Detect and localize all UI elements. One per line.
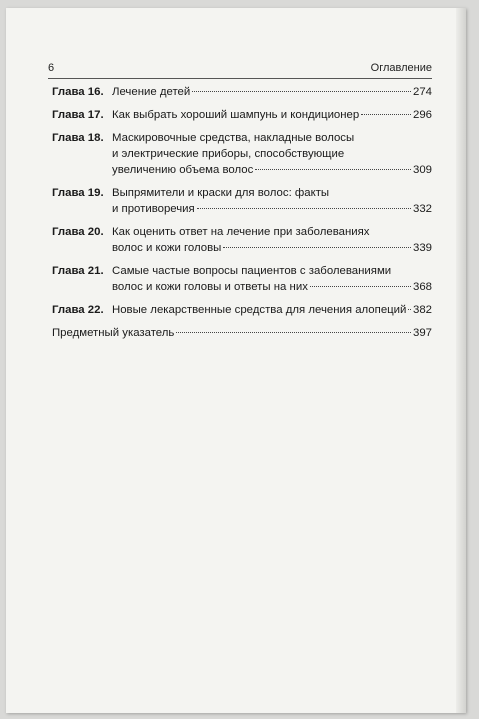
toc-title-line: Лечение детей (112, 86, 191, 98)
toc-entry[interactable] (52, 84, 432, 100)
toc-chapter-number: Глава 18. (52, 132, 104, 144)
toc-chapter-title (112, 302, 432, 318)
toc-chapter-title (112, 224, 432, 256)
toc-page-number: 309 (412, 164, 432, 176)
toc-title-line: Как оценить ответ на лечение при заболеваниях (112, 226, 370, 238)
toc-title-line: Выпрямители и краски для волос: факты (112, 187, 330, 199)
toc-chapter-number: Глава 22. (52, 304, 104, 316)
table-of-contents (52, 84, 432, 348)
toc-entry[interactable] (52, 185, 432, 217)
toc-page-number: 332 (412, 203, 432, 215)
toc-chapter-number: Глава 16. (52, 86, 104, 98)
dot-leader (192, 91, 411, 92)
toc-title-line: увеличению объема волос (112, 164, 254, 176)
toc-page-number: 296 (412, 109, 432, 121)
toc-entry-index[interactable] (52, 325, 432, 341)
toc-title-line: Как выбрать хороший шампунь и кондиционер (112, 109, 360, 121)
toc-chapter-number: Глава 20. (52, 226, 104, 238)
dot-leader (255, 169, 411, 170)
page-spine-shadow (456, 8, 466, 713)
toc-entry[interactable] (52, 263, 432, 295)
dot-leader (176, 332, 411, 333)
toc-page-number: 368 (412, 281, 432, 293)
toc-entry[interactable] (52, 302, 432, 318)
index-page-number: 397 (412, 327, 432, 339)
toc-chapter-title (112, 130, 432, 178)
toc-chapter-title (112, 263, 432, 295)
toc-title-line: и электрические приборы, способствующие (112, 148, 345, 160)
toc-chapter-number: Глава 19. (52, 187, 104, 199)
toc-page-number: 339 (412, 242, 432, 254)
toc-chapter-title (112, 107, 432, 123)
toc-title-line: волос и кожи головы (112, 242, 222, 254)
toc-title-line: Самые частые вопросы пациентов с заболеваниями (112, 265, 392, 277)
toc-page-number: 382 (412, 304, 432, 316)
dot-leader (197, 208, 411, 209)
dot-leader (361, 114, 411, 115)
toc-page-number: 274 (412, 86, 432, 98)
dot-leader (310, 286, 411, 287)
toc-title-line: и противоречия (112, 203, 195, 215)
toc-title-line: Новые лекарственные средства для лечения алопеций (112, 304, 407, 316)
page-number: 6 (48, 62, 55, 74)
toc-title-line: волос и кожи головы и ответы на них (112, 281, 308, 293)
toc-entry[interactable] (52, 224, 432, 256)
index-label: Предметный указатель (52, 327, 175, 339)
toc-title-line: Маскировочные средства, накладные волосы (112, 132, 355, 144)
toc-entry[interactable] (52, 130, 432, 178)
toc-chapter-title (112, 185, 432, 217)
dot-leader (408, 309, 411, 310)
running-title: Оглавление (370, 62, 432, 74)
header-rule (48, 78, 432, 79)
toc-entry[interactable] (52, 107, 432, 123)
dot-leader (223, 247, 411, 248)
toc-chapter-number: Глава 17. (52, 109, 104, 121)
toc-chapter-title (112, 84, 432, 100)
toc-chapter-number: Глава 21. (52, 265, 104, 277)
book-page (6, 8, 466, 713)
